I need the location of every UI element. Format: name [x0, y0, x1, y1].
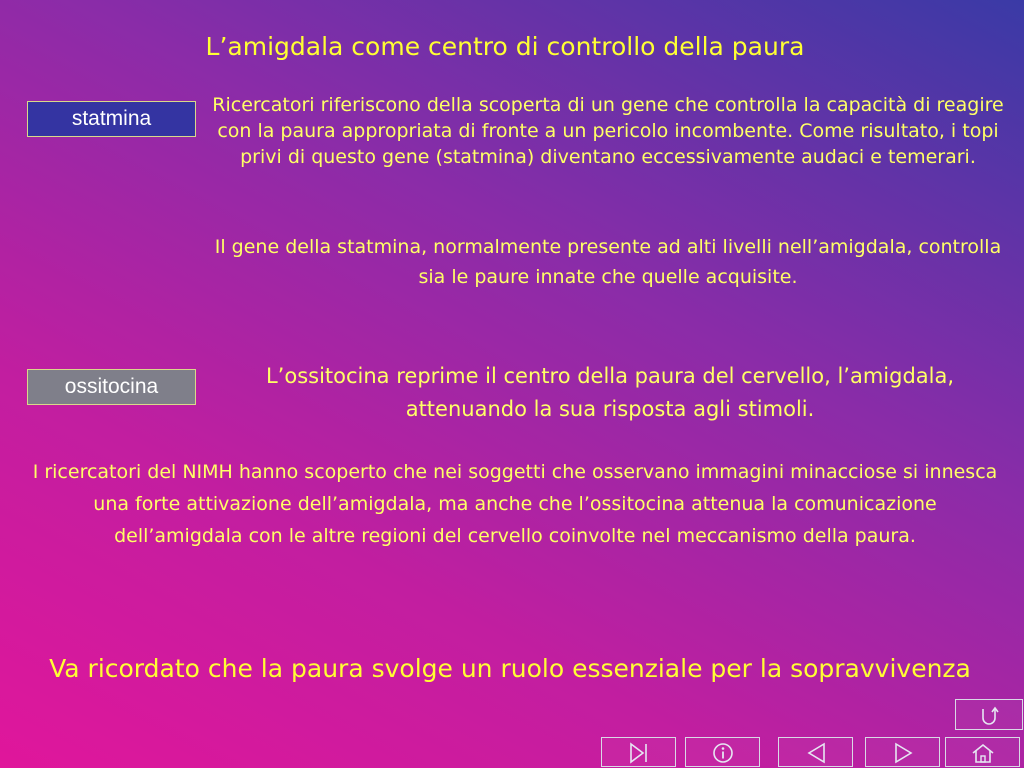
return-icon	[975, 703, 1003, 727]
closing-statement: Va ricordato che la paura svolge un ruolo essenziale per la sopravvivenza	[49, 654, 971, 683]
return-button[interactable]	[955, 699, 1023, 730]
ossitocina-tag: ossitocina	[27, 369, 196, 405]
previous-icon	[801, 741, 831, 765]
statmina-intro-paragraph: Ricercatori riferiscono della scoperta di un gene che controlla la capacità di reagire con la paura appropriata di fronte a un pericolo incombente. Come risultato, i topi privi di questo gene (statmina) diventano eccessivamente audaci e temerari.	[212, 94, 1004, 168]
next-icon	[888, 741, 918, 765]
end-icon	[624, 741, 654, 765]
previous-button[interactable]	[778, 737, 853, 767]
nimh-paragraph: I ricercatori del NIMH hanno scoperto che nei soggetti che osservano immagini minacciose si innesca una forte attivazione dell’amigdala, ma anche che l’ossitocina attenua la comunicazione dell’amigdala con le altre regioni del cervello coinvolte nel meccanismo della paura.	[32, 461, 998, 547]
home-icon	[968, 741, 998, 765]
slide-title: L’amigdala come centro di controllo della paura	[205, 32, 805, 61]
info-button[interactable]	[685, 737, 760, 767]
statmina-tag: statmina	[27, 101, 196, 137]
statmina-detail-paragraph: Il gene della statmina, normalmente presente ad alti livelli nell’amigdala, controlla sia le paure innate che quelle acquisite.	[214, 236, 1002, 288]
home-button[interactable]	[945, 737, 1020, 767]
next-button[interactable]	[865, 737, 940, 767]
ossitocina-intro-paragraph: L’ossitocina reprime il centro della paura del cervello, l’amigdala, attenuando la sua risposta agli stimoli.	[265, 364, 955, 421]
end-button[interactable]	[601, 737, 676, 767]
info-icon	[708, 741, 738, 765]
